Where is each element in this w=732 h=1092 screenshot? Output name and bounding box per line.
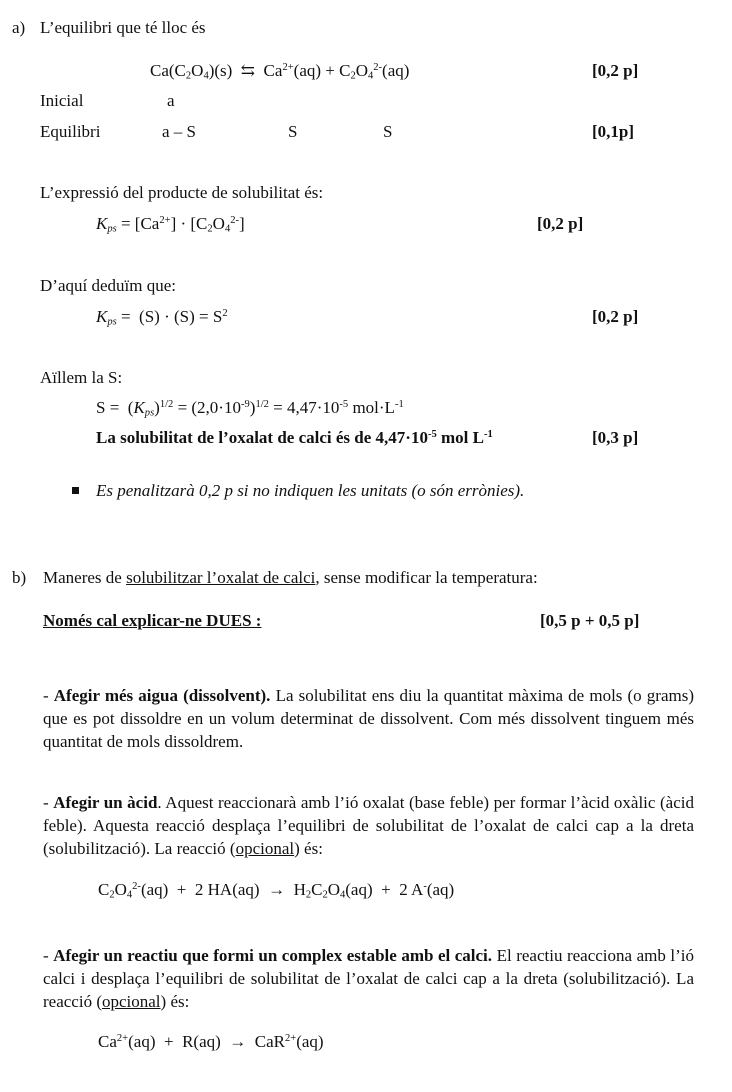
isolate-intro: Aïllem la S:	[40, 368, 123, 387]
conclusion: La solubilitat de l’oxalat de calci és de $4,47\cdot 10^{-5}$ mol $L^{-1}$	[96, 428, 493, 447]
deduce-expression: $K_{ps} = (S) \cdot (S) = S^2$	[96, 307, 228, 328]
ksp-intro: L’expressió del producte de solubilitat és:	[40, 183, 324, 202]
penalty-note: Es penalitzarà 0,2 p si no indiquen les unitats (o són errònies).	[96, 481, 525, 500]
table-row1-label: Inicial	[40, 91, 84, 110]
part-a-marker: a)	[12, 18, 26, 37]
only-two-heading: Només cal explicar-ne DUES :	[43, 611, 262, 630]
table-row2-label: Equilibri	[40, 122, 101, 141]
reaction-2: $C_2O_4^{2-}(aq) + 2$ $HA(aq) \to H_2C_2O_4(aq) + 2$ A-(aq)	[98, 880, 455, 901]
conclusion-points: [0,3 p]	[592, 428, 639, 447]
equilibrium-equation: $Ca(C_2O_4)(s)$ ⇆ $Ca^{2+}(aq) + C_2O_4^{2-}(aq)$	[150, 61, 410, 82]
option-3-paragraph: - Afegir un reactiu que formi un complex estable amb el calci. El reactiu reacciona amb l’ió calci i desplaça l’equilibri de solubilitat de l’oxalat de calci cap a la dreta (solubilització). La reacció (opcional) és:	[43, 946, 694, 1011]
part-b-intro: Maneres de solubilitzar l’oxalat de calci, sense modificar la temperatura:	[43, 568, 538, 587]
table-row2-value-3: S	[383, 122, 393, 141]
bullet-icon	[72, 487, 79, 494]
table-row2-value-1: a – S	[162, 122, 196, 141]
option-1-paragraph: - Afegir més aigua (dissolvent). La solubilitat ens diu la quantitat màxima de mols (o grams) que es pot dissoldre en un volum determinat de dissolvent. Com més dissolvent tinguem més quantitat de mols dissoldrem.	[43, 686, 694, 751]
ksp-expression: $K_{ps} = [Ca^{2+}] \cdot [C_2O_4^{2-}]$	[96, 214, 245, 235]
option-2-paragraph: - Afegir un àcid. Aquest reaccionarà amb l’ió oxalat (base feble) per formar l’àcid oxàlic (àcid feble). Aquesta reacció desplaça l’equilibri de solubilitat de l’oxalat de calci cap a la dreta (solubilització). La reacció (opcional) és:	[43, 793, 694, 858]
reaction-3: $Ca^{2+}(aq) + R(aq) \to CaR^{2+}(aq)$	[98, 1032, 324, 1051]
equilibrium-points: [0,2 p]	[592, 61, 639, 80]
only-two-points: [0,5 p + 0,5 p]	[540, 611, 640, 630]
table-row1-value: a	[167, 91, 175, 110]
isolate-expression: $S = (K_{ps})^{1/2} = (2,0\cdot 10^{-9})^{1/2} = 4,47\cdot 10^{-5}$ $mol\cdot L^{-1}$	[96, 398, 404, 419]
table-row2-points: [0,1p]	[592, 122, 635, 141]
table-row2-value-2: S	[288, 122, 298, 141]
part-a-intro: L’equilibri que té lloc és	[40, 18, 206, 37]
part-b-marker: b)	[12, 568, 27, 587]
ksp-points: [0,2 p]	[537, 214, 584, 233]
deduce-intro: D’aquí deduïm que:	[40, 276, 176, 295]
deduce-points: [0,2 p]	[592, 307, 639, 326]
